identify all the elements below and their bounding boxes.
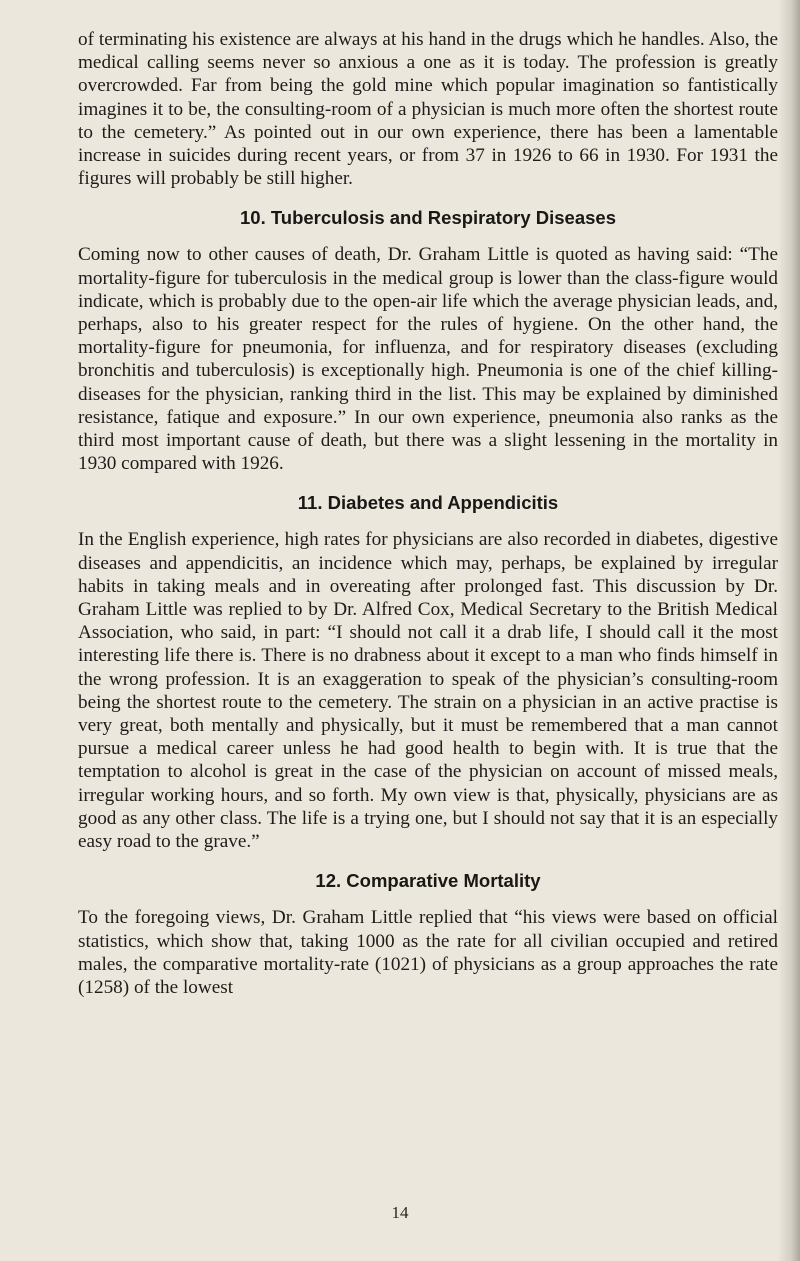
page-edge-shadow — [778, 0, 800, 1261]
paragraph-section-10: Coming now to other causes of death, Dr. Graham Little is quoted as having said: “The mortality-figure for tuberculosis in the medical group is lower than the class-figure would indicate, which is probably due to the open-air life which the average physician leads, and, perhaps, also to his greater respect for the rules of hygiene. On the other hand, the mortality-figure for pneumonia, for influenza, and for respiratory diseases (excluding bronchitis and tuberculosis) is exceptionally high. Pneumonia is one of the chief killing-diseases for the physician, ranking third in the list. This may be explained by diminished resistance, fatique and exposure.” In our own experience, pneumonia also ranks as the third most important cause of death, but there was a slight lessening in the mortality in 1930 compared with 1926. — [78, 244, 778, 475]
paragraph-section-12: To the foregoing views, Dr. Graham Little replied that “his views were based on official statistics, which show that, taking 1000 as the rate for all civilian occupied and retired males, the comparative mortality-rate (1021) of physicians as a group approaches the rate (1258) of the lowest — [78, 907, 778, 998]
body-text — [78, 28, 778, 999]
heading-section-11: 11. Diabetes and Appendicitis — [297, 492, 559, 514]
heading-section-10: 10. Tuberculosis and Respiratory Diseases — [240, 207, 616, 229]
heading-section-12: 12. Comparative Mortality — [315, 870, 541, 892]
paragraph-section-11: In the English experience, high rates for physicians are also recorded in diabetes, digestive diseases and appendicitis, an incidence which may, perhaps, be explained by irregular habits in taking meals and in overeating after prolonged fast. This discussion by Dr. Graham Little was replied to by Dr. Alfred Cox, Medical Secretary to the British Medical Association, who said, in part: “I should not call it a drab life, I should call it the most interesting life there is. There is no drabness about it except to a man who finds himself in the wrong profession. It is an exaggeration to speak of the physician’s consulting-room being the shortest route to the cemetery. The strain on a physician in an active practise is very great, both mentally and physically, but it must be remembered that a man cannot pursue a medical career unless he had good health to begin with. It is true that the temptation to alcohol is great in the case of the physician on account of missed meals, irregular working hours, and so forth. My own view is that, physically, physicians are as good as any other class. The life is a trying one, but I should not say that it is an especially easy road to the grave.” — [78, 529, 778, 853]
page-number: 14 — [391, 1203, 409, 1222]
paragraph-intro: of terminating his existence are always at his hand in the drugs which he handles. Also, the medical calling seems never so anxious a one as it is today. The profession is greatly overcrowded. Far from being the gold mine which popular imagination so fantistically imagines it to be, the consulting-room of a physician is much more often the shortest route to the cemetery.” As pointed out in our own experience, there has been a lamentable increase in suicides during recent years, or from 37 in 1926 to 66 in 1930. For 1931 the figures will probably be still higher. — [78, 29, 778, 190]
